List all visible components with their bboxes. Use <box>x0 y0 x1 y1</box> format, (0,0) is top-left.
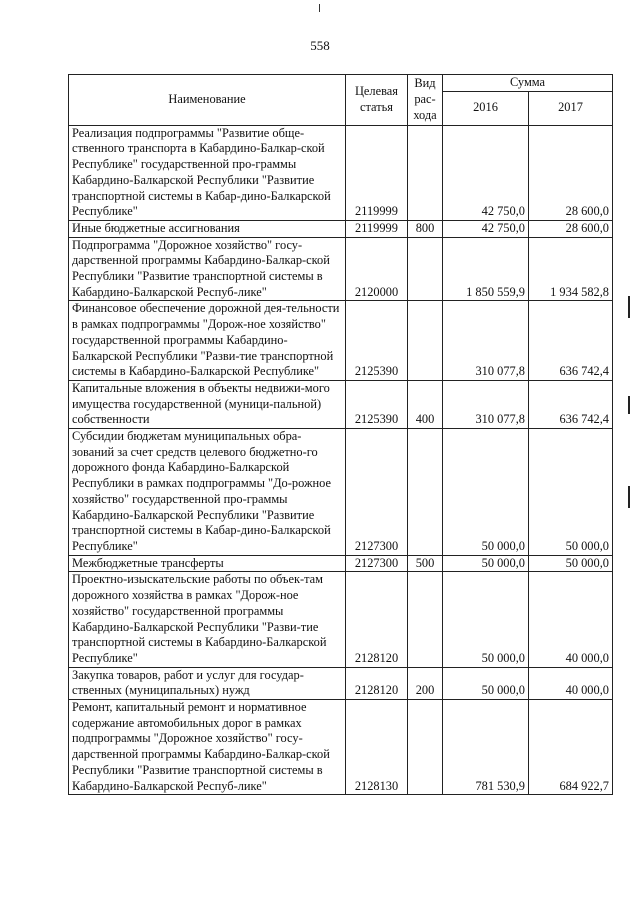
table-row <box>69 555 613 572</box>
row-name: Ремонт, капитальный ремонт и нормативное содержание автомобильных дорог в рамках подпрограммы "Дорожное хозяйство" госу-дарственной программы Кабардино-Балкар-ской Республики "Развитие транспортной системы в Кабардино-Балкарской Респуб-лике" <box>69 700 346 795</box>
row-sum-2016: 50 000,0 <box>443 555 529 572</box>
row-sum-2017: 50 000,0 <box>529 555 613 572</box>
row-sum-2017: 50 000,0 <box>529 429 613 556</box>
header-year-2017: 2017 <box>529 91 613 125</box>
row-sum-2017: 40 000,0 <box>529 667 613 699</box>
row-article: 2125390 <box>346 380 408 428</box>
row-article: 2128120 <box>346 667 408 699</box>
row-name: Подпрограмма "Дорожное хозяйство" госу-дарственной программы Кабардино-Балкар-ской Республики "Развитие транспортной системы в Кабардино-Балкарской Респуб-лике" <box>69 237 346 301</box>
row-article: 2127300 <box>346 429 408 556</box>
table-header <box>69 75 613 126</box>
row-article: 2127300 <box>346 555 408 572</box>
row-article: 2120000 <box>346 237 408 301</box>
table-row <box>69 301 613 381</box>
row-type <box>408 125 443 220</box>
row-sum-2017: 636 742,4 <box>529 301 613 381</box>
row-sum-2016: 310 077,8 <box>443 301 529 381</box>
table-row <box>69 572 613 667</box>
header-article: Целевая статья <box>346 75 408 126</box>
row-sum-2016: 310 077,8 <box>443 380 529 428</box>
margin-mark <box>628 396 630 414</box>
table-row <box>69 429 613 556</box>
header-name: Наименование <box>69 75 346 126</box>
row-sum-2017: 636 742,4 <box>529 380 613 428</box>
row-type: 500 <box>408 555 443 572</box>
row-article: 2128130 <box>346 700 408 795</box>
row-type: 800 <box>408 220 443 237</box>
row-type <box>408 237 443 301</box>
row-sum-2017: 40 000,0 <box>529 572 613 667</box>
row-sum-2016: 1 850 559,9 <box>443 237 529 301</box>
row-article: 2119999 <box>346 220 408 237</box>
table-row <box>69 220 613 237</box>
row-sum-2017: 28 600,0 <box>529 220 613 237</box>
row-name: Реализация подпрограммы "Развитие обще-ственного транспорта в Кабардино-Балкар-ской Республике" государственной про-граммы Кабардино-Балкарской Республики "Развитие транспортной системы в Кабар-дино-Балкарской Республике" <box>69 125 346 220</box>
header-sum: Сумма <box>443 75 613 92</box>
header-type: Вид рас-хода <box>408 75 443 126</box>
table-row <box>69 700 613 795</box>
row-name: Закупка товаров, работ и услуг для государ-ственных (муниципальных) нужд <box>69 667 346 699</box>
margin-mark <box>628 296 630 318</box>
page-number: 558 <box>310 38 330 53</box>
row-name: Финансовое обеспечение дорожной дея-тельности в рамках подпрограммы "Дорож-ное хозяйство" государственной программы Кабардино-Балкарской Республики "Разви-тие транспортной системы в Кабардино-Балкарской Республике" <box>69 301 346 381</box>
budget-table <box>68 74 613 795</box>
row-sum-2016: 42 750,0 <box>443 125 529 220</box>
row-name: Субсидии бюджетам муниципальных обра-зований за счет средств целевого бюджетно-го дорожного фонда Кабардино-Балкарской Республики в рамках подпрограммы "До-рожное хозяйство" государственной про-граммы Кабардино-Балкарской Республики "Развитие транспортной системы в Кабар-дино-Балкарской Республике" <box>69 429 346 556</box>
row-sum-2017: 28 600,0 <box>529 125 613 220</box>
row-name: Межбюджетные трансферты <box>69 555 346 572</box>
row-sum-2016: 50 000,0 <box>443 667 529 699</box>
table-row <box>69 237 613 301</box>
margin-mark <box>628 486 630 508</box>
row-type <box>408 700 443 795</box>
row-article: 2125390 <box>346 301 408 381</box>
row-sum-2016: 50 000,0 <box>443 429 529 556</box>
scan-tick-mark <box>319 4 320 12</box>
row-sum-2017: 684 922,7 <box>529 700 613 795</box>
table-row <box>69 125 613 220</box>
row-sum-2017: 1 934 582,8 <box>529 237 613 301</box>
row-name: Проектно-изыскательские работы по объек-там дорожного хозяйства в рамках "Дорож-ное хозяйство" государственной программы Кабардино-Балкарской Республики "Разви-тие транспортной системы в Кабардино-Балкарской Республике" <box>69 572 346 667</box>
row-name: Капитальные вложения в объекты недвижи-мого имущества государственной (муници-пальной) собственности <box>69 380 346 428</box>
table-body <box>69 125 613 795</box>
row-sum-2016: 781 530,9 <box>443 700 529 795</box>
row-type <box>408 572 443 667</box>
row-type <box>408 301 443 381</box>
row-name: Иные бюджетные ассигнования <box>69 220 346 237</box>
row-sum-2016: 50 000,0 <box>443 572 529 667</box>
row-type: 400 <box>408 380 443 428</box>
table-row <box>69 380 613 428</box>
row-article: 2128120 <box>346 572 408 667</box>
row-type <box>408 429 443 556</box>
table-row <box>69 667 613 699</box>
row-article: 2119999 <box>346 125 408 220</box>
row-sum-2016: 42 750,0 <box>443 220 529 237</box>
row-type: 200 <box>408 667 443 699</box>
header-year-2016: 2016 <box>443 91 529 125</box>
